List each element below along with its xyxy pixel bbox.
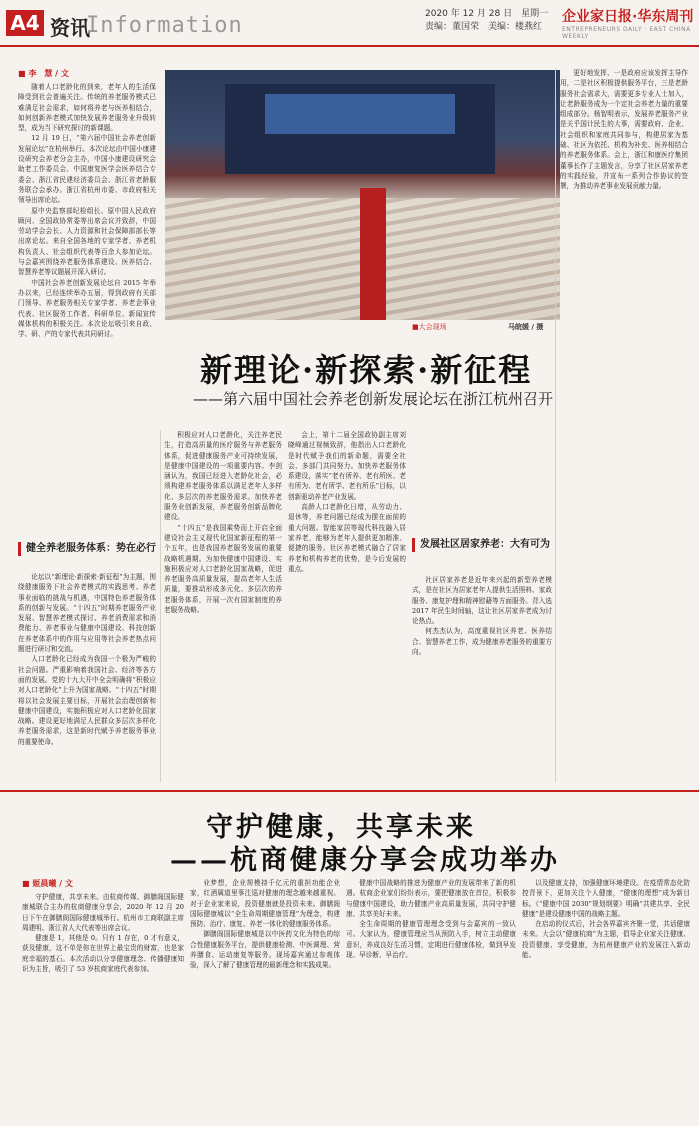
article2-column-3: [346, 878, 516, 1122]
conference-photo: [165, 70, 560, 320]
article1-paragraph: 会上，第十二届全国政协副主席刘晓峰通过视频致辞，他指出人口老龄化是时代赋予我们的新命题，需要全社会、多部门共同努力。加快养老服务体系建设，落实“老有所养、老有所医、老有所为、老有所学、老有所乐”目标，以创新驱动养老产业发展。: [288, 431, 406, 501]
article1-column-1: [18, 82, 156, 522]
article2-byline: ■ 姬晨曦 / 文: [22, 879, 73, 888]
column-rule: [160, 430, 161, 782]
article1-paragraph: 积极应对人口老龄化，关注养老民生，打造高质量的医疗服务与养老服务体系，促进健康服务产业可持续发展，是健康中国建设的一项重要内容。李剑涵认为，我国已经进入老龄化社会，必须构建养老服务体系以满足老年人多样化、多层次的养老服务需求。加快养老服务业创新发展，养老服务创新品牌化建设。: [164, 431, 282, 522]
masthead-rule: [0, 45, 699, 47]
article2-paragraph: 在启动的仪式后，社会各界嘉宾齐聚一堂，共话健康未来。大会以“健康杭商”为主题，倡导企业家关注健康、投资健康、享受健康，为杭州健康产业的发展注入新动能。: [522, 920, 690, 960]
section-head-1: 健全养老服务体系：势在必行: [18, 542, 156, 556]
photo-red-carpet: [360, 188, 386, 320]
brand-logo: 企业家日报·华东周刊: [562, 9, 694, 25]
photo-credit: 马皖媛 / 摄: [508, 323, 544, 331]
article1-paragraph: 论坛以“新理论·新探索·新征程”为主题，围绕健康服务下社会养老模式的实践思考、养老事业面临的挑战与机遇，中国特色养老服务体系的创新与发展。“十四五”时期养老服务产业发展、智慧养老模式探讨、养老消费需求和消费能力、养老事业与健康中国建设、科技创新在养老体系中的作用与应用等社会养老热点问题进行研讨和交流。: [18, 573, 156, 654]
article1-paragraph: 12 月 19 日，“第六届中国社会养老创新发展论坛”在杭州举行。本次论坛由中国小康建设研究会养老分会主办，中国小康建设研究会助老工作委员会、中国康复医学会医养结合专委会、浙江省民建经济委员会、浙江省老龄服务联合会承办。浙江省杭州市委、市政府相关领导出席论坛。: [18, 134, 156, 205]
article1-paragraph: 更好地发挥、一是政府应该发挥主导作用，二是社区积极提供服务平台，三是老龄服务社会需求大，需要更多专业人士加入，让老龄服务成为一个定社会养老力量的重要组成部分。杨智明表示，发展养老服务产业是关乎国计民生的大事，需要政府、企业、社会组织和家庭共同参与，构建居家为基础、社区为依托、机构为补充、医养相结合的养老服务体系。会上，浙江和康医疗集团董事长作了主题发言，分享了社区居家养老的实践经验，并宣布一系列合作协议的签署，为推动养老事业发展贡献力量。: [560, 69, 688, 191]
article1-paragraph: 中国社会养老创新发展论坛自 2015 年举办以来，已经连续举办五届，得到政府有关部门领导、养老服务相关专家学者、养老企事业代表、社区服务工作者、科研单位、新闻宣传媒体机构的积极关注。本次论坛吸引来自政、学、研、产的专家代表共同研讨。: [18, 278, 156, 339]
article1-paragraph: 社区居家养老是近年来兴起的新型养老模式，是在社区为居家老年人提供生活照料、家政服务、康复护理和精神慰藉等方面服务。背入选 2017 年民生时间轴，这让社区居家养老成为讨论热点。: [412, 576, 552, 626]
article2-paragraph: 健康中国战略的推进为健康产业的发展带来了新的机遇。杭商企业家们纷纷表示，要把健康放在首位，积极参与健康中国建设，助力健康产业高质量发展，共同守护健康、共享美好未来。: [346, 879, 516, 918]
article2-paragraph: 全生命周期的健康管理理念受到与会嘉宾的一致认可。大家认为，健康管理应当从预防入手，树立主动健康意识，养成良好生活习惯，定期进行健康体检，做到早发现、早诊断、早治疗。: [346, 920, 516, 960]
article2-headline: 守护健康，共享未来: [206, 812, 476, 843]
photo-screen: [265, 94, 455, 134]
article2-paragraph: 业梦想，企业规模持千亿元的重担功能企业家，红酒属道里事注巡对健康的理念越来越重视。对于企业家来说，投资健康就是投资未来。御膳阁国际健康城以“全生命周期健康管理”为理念，构建预防、治疗、康复、养老一体化的健康服务体系。: [190, 879, 340, 929]
article1-paragraph: 高龄人口老龄化日增，从劳动力、退休等，养老问题已经成为摆在面前的重大问题。智能家居等现代科技融入居家养老，能够为老年人提供更加精准、便捷的服务。社区养老模式融合了居家养老和机构养老的优势，是今后发展的重点。: [288, 503, 406, 573]
article1-column-3: [288, 430, 406, 780]
column-title-en: Information: [86, 13, 243, 38]
date-line: 2020 年 12 月 28 日 星期一: [425, 9, 549, 19]
article-divider: [0, 790, 699, 792]
article2-paragraph: 以及健康支持，加强健康环境建设。在疫情常态化防控背景下，更加关注个人健康，“健康的理想”成为新目标。《“健康中国 2030”规划纲要》明确“共建共享、全民健康”是建设健康中国的战略主题。: [522, 879, 690, 918]
article2-headline-line2: ——杭商健康分享会成功举办: [170, 845, 560, 876]
column-rule: [555, 68, 556, 782]
article1-column-2: [164, 430, 282, 780]
photo-tag: ■大会现场: [412, 323, 447, 331]
section-head-2: 发展社区居家养老：大有可为: [412, 538, 560, 552]
article2-column-2: [190, 878, 340, 1122]
article2-paragraph: 健康是 1，其他是 0。只有 1 存在，0 才有意义，获及健康，这不单是你在世界上最宝贵的财富，也是家庭幸福的基石。本次活动以分享健康理念、传播健康知识为主旨，吸引了 53 岁杭商家庭代表参加。: [22, 934, 184, 974]
article1-subhead: ——第六届中国社会养老创新发展论坛在浙江杭州召开: [193, 390, 554, 408]
article1-paragraph: 人口老龄化已经成为我国一个极为严峻的社会问题。严重影响着我国社会、经济等各方面的发展。党的十九大开中全会明确将“积极应对人口老龄化”上升为国家战略。“十四五”时期将以社会发展主要目标，开展社会治理创新和健康中国建设，实施积极应对人口老龄化国家战略。建设更好地满足人民群众多层次多样化养老服务需求，这是新时代赋予养老服务事业的重要使命。: [18, 655, 156, 746]
article1-column-1b: [18, 572, 156, 782]
article1-column-5: [560, 68, 688, 780]
article2-column-4: [522, 878, 690, 1122]
article2-paragraph: 守护健康，共享未来。由杭商传媒、御膳阁国际健康城联合主办的杭商健康分享会，2020 年 12 月 20 日下午在御膳阁国际健康城举行。杭州市工商联副主席周建明、浙江省人大代表等出席会议。: [22, 893, 184, 932]
article1-paragraph: 原中央监察部纪检组长、原中国人民政府顾问、全国政协常委等出席会议并致辞，中国劳动学会会长、人力资源和社会保障部部长等出席论坛。来自全国各地的专家学者、养老机构负责人、社会组织代表等百余人参加论坛。与会嘉宾围绕养老服务体系建设、医养结合、智慧养老等议题展开深入研讨。: [18, 206, 156, 277]
article1-paragraph: 随着人口老龄化的到来，老年人的生活保障受到社会普遍关注。传统的养老服务模式已难满足社会需求，如何将养老与医养相结合，如何创新养老模式加快发展养老服务业升级转型，成为当下研究探讨的新课题。: [18, 83, 156, 133]
article1-byline: ■ 李 慧 / 文: [18, 69, 69, 78]
column-title: 资讯: [50, 16, 90, 40]
article2-column-1: [22, 892, 184, 1122]
article1-paragraph: 何杰杰认为，高度重视社区养老、医养结合、智慧养老工作，成为健康养老服务的重要方向。: [412, 627, 552, 657]
article2-paragraph: 御膳阁国际健康城是以中医药文化为特色的综合性健康服务平台，提供健康检测、中医调理、营养膳食、运动康复等服务。现场嘉宾通过参观体验，深入了解了健康管理的最新理念和实践成果。: [190, 930, 340, 970]
issue-info: [425, 8, 548, 34]
article1-column-4: [412, 575, 552, 780]
article1-paragraph: “十四五”是我国乘势而上开启全面建设社会主义现代化国家新征程的第一个五年，也是我国养老服务发展的重要战略机遇期。为加快健康中国建设、实施积极应对人口老龄化国家战略，促进养老服务高质量发展，提高老年人生活质量，要推动形成多元化、多层次的养老服务体系，开展一次有国家制度的养老服务战略。: [164, 523, 282, 615]
page-badge: A4: [6, 10, 44, 36]
editors-line: 责编：董国荣 美编：楼燕红: [425, 22, 543, 32]
masthead: [0, 0, 699, 60]
article1-headline: 新理论·新探索·新征程: [200, 351, 533, 389]
brand-logo-en: ENTREPRENEURS DAILY · EAST CHINA WEEKLY: [562, 26, 691, 40]
